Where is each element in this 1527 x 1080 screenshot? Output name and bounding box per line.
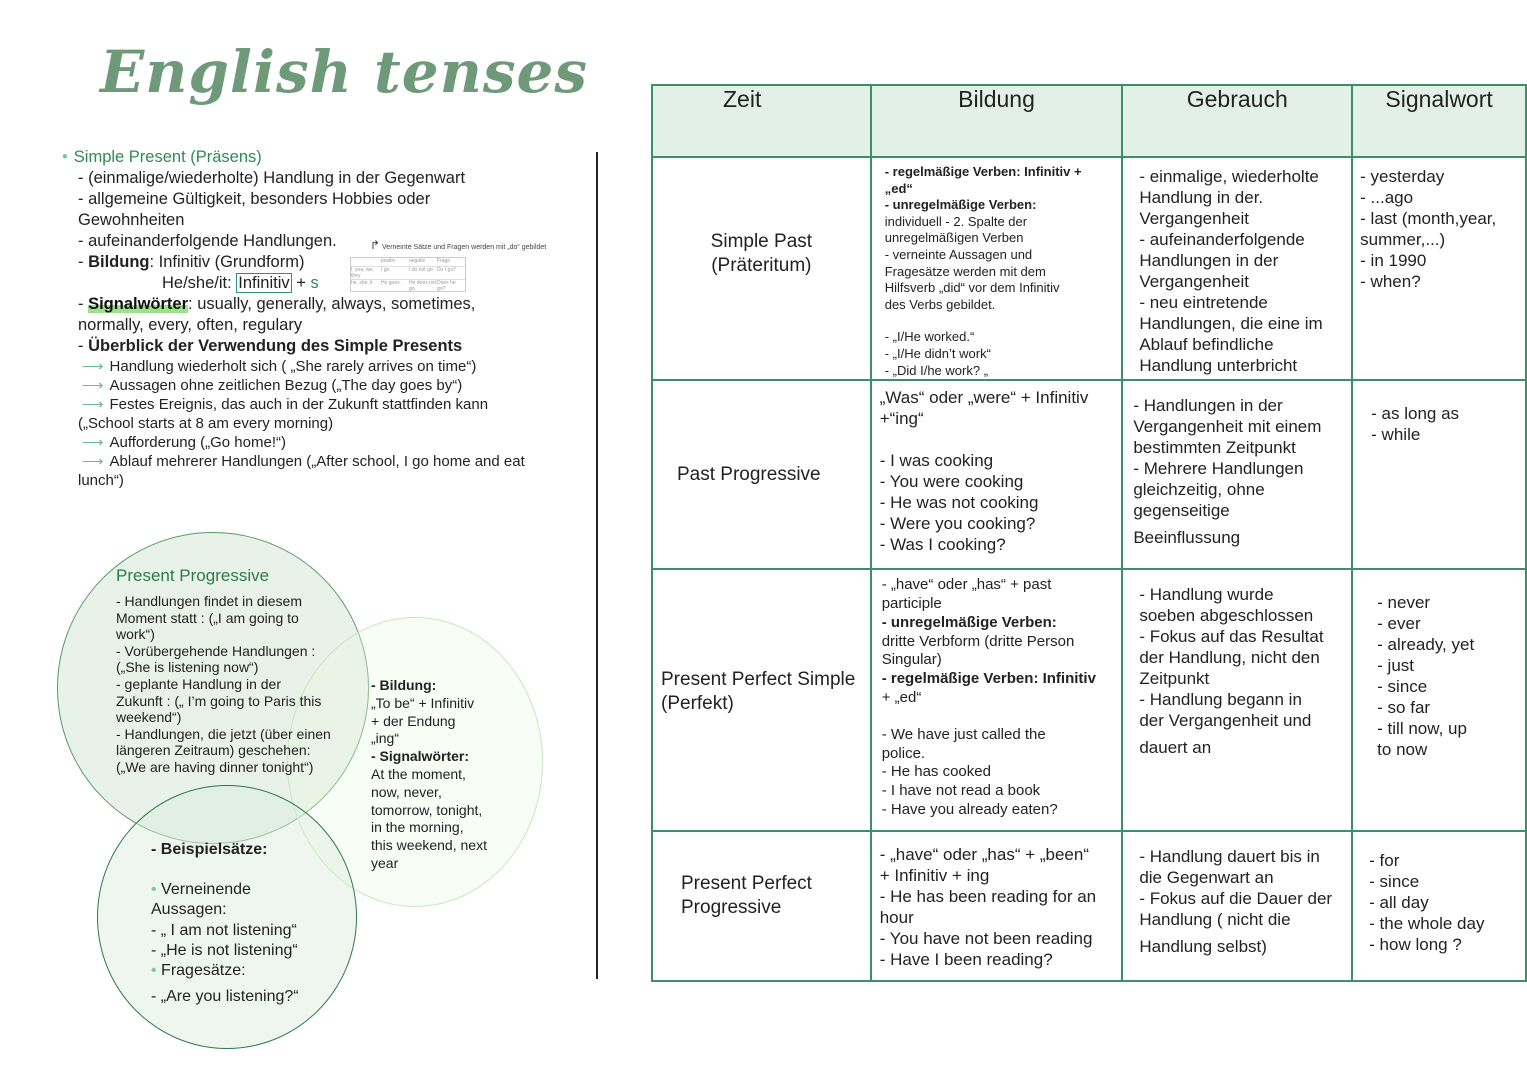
- sp-signal-2: normally, every, often, regulary: [78, 316, 303, 334]
- page-title: English tenses: [100, 38, 589, 106]
- cell-bildung: - regelmäßige Verben: Infinitiv + „ed“ - unregelmäßige Verben: individuell - 2. Spalte der unregelmäßigen Verben - verneinte Aussagen und Fragesätze werden mit dem Hilfsverb „did“ vor dem Infinitiv des Verbs gebildet. - „I/He worked.“ - „I/He didn’t work“ - „Did I/he work? „: [871, 157, 1123, 380]
- pp-line: weekend“): [116, 709, 182, 726]
- pp-bildung-block: [371, 677, 511, 873]
- cell-zeit: Simple Past (Präteritum): [652, 157, 871, 380]
- pp-bildung-label: - Bildung:: [371, 677, 437, 693]
- mini-table-row: I, you, we, they I go. I do not go. Do I go?: [351, 267, 465, 280]
- cell-gebrauch: - Handlung wurde soeben abgeschlossen - Fokus auf das Resultat der Handlung, nicht den Zeitpunkt - Handlung begann in der Vergangenheit und dauert an: [1122, 569, 1352, 831]
- arrow-right-icon: ⟶: [82, 377, 104, 394]
- pp-line: - Vorübergehende Handlungen :: [116, 642, 316, 659]
- pp-signal-line: this weekend, next: [371, 837, 487, 854]
- sp-signal: - Signalwörter: usually, generally, always, sometimes,: [78, 295, 476, 313]
- mini-table-header: positiv negativ Frage: [351, 258, 465, 267]
- pp-beispiel-line: - „He is not listening“: [151, 941, 298, 959]
- sp-usage-item: lunch“): [78, 472, 124, 489]
- cell-gebrauch: - Handlungen in der Vergangenheit mit einem bestimmten Zeitpunkt - Mehrere Handlungen gleichzeitig, ohne gegenseitige Beeinflussung: [1122, 380, 1352, 569]
- pp-signal-line: At the moment,: [371, 765, 466, 782]
- mini-table: [350, 257, 466, 292]
- header-zeit: Zeit: [652, 85, 871, 157]
- pp-signal-line: now, never,: [371, 783, 442, 800]
- arrow-right-icon: ⟶: [82, 453, 104, 470]
- cell-signal: - as long as - while: [1352, 380, 1526, 569]
- pp-line: längeren Zeitraum) geschehen:: [116, 742, 311, 759]
- pp-beispiel-line: - „ I am not listening“: [151, 921, 297, 939]
- present-progressive-lines: [116, 593, 341, 776]
- pp-line: Zukunft : („ I’m going to Paris this: [116, 692, 322, 709]
- pp-line: („She is listening now“): [116, 659, 259, 676]
- cell-zeit: Present Perfect Simple (Perfekt): [652, 569, 871, 831]
- sp-usage-item: ⟶ Ablauf mehrerer Handlungen („After school, I go home and eat: [82, 453, 525, 470]
- cell-gebrauch: - einmalige, wiederholte Handlung in der. Vergangenheit - aufeinanderfolgende Handlungen in der Vergangenheit - neu eintretende Handlungen, die eine im Ablauf befindliche Handlung unterbricht: [1122, 157, 1352, 380]
- cell-zeit: Present Perfect Progressive: [652, 831, 871, 981]
- bullet-icon: •: [62, 148, 68, 166]
- cell-bildung: - „have“ oder „has“ + „been“ + Infinitiv + ing - He has been reading for an hour - You have not been reading - Have I been reading?: [871, 831, 1123, 981]
- cell-bildung: - „have“ oder „has“ + past participle - unregelmäßige Verben: dritte Verbform (dritte Person Singular) - regelmäßige Verben: Infinitiv + „ed“ - We have just called the police. - He has cooked - I have not read a book - Have you already eaten?: [871, 569, 1123, 831]
- pp-beispiel-line: Aussagen:: [151, 901, 227, 919]
- cell-zeit: Past Progressive: [652, 380, 871, 569]
- pp-signal-line: year: [371, 854, 399, 871]
- cell-signal: - never - ever - already, yet - just - since - so far - till now, up to now: [1352, 569, 1526, 831]
- sp-bildung: - Bildung: Infinitiv (Grundform): [78, 253, 305, 271]
- sp-usage-item: („School starts at 8 am every morning): [78, 415, 334, 432]
- bullet-icon: •: [151, 962, 162, 980]
- mini-table-row: he, she, it He goes. He does not go. Does he go?: [351, 280, 456, 292]
- pp-line: Moment statt : („I am going to: [116, 609, 299, 626]
- sp-line: - allgemeine Gültigkeit, besonders Hobbies oder: [78, 190, 431, 208]
- cell-gebrauch: - Handlung dauert bis in die Gegenwart an - Fokus auf die Dauer der Handlung ( nicht die Handlung selbst): [1122, 831, 1352, 981]
- tenses-table: [651, 84, 1527, 982]
- sp-usage-item: ⟶ Aufforderung („Go home!“): [82, 434, 286, 451]
- pp-bildung-line: „ing“: [371, 730, 400, 747]
- arrow-right-icon: ⟶: [82, 358, 104, 375]
- table-row: [652, 831, 1526, 981]
- divider-line: [596, 152, 598, 979]
- simple-present-heading: • Simple Present (Präsens): [62, 148, 262, 166]
- pp-bildung-line: „To be“ + Infinitiv: [371, 694, 475, 711]
- pp-beispiel-label: - Beispielsätze:: [151, 841, 268, 858]
- pp-beispiel-line: - „Are you listening?“: [151, 988, 299, 1006]
- pp-line: work“): [116, 626, 155, 643]
- simple-present-section: [62, 147, 562, 490]
- sp-overview: - Überblick der Verwendung des Simple Presents: [78, 337, 463, 355]
- sp-usage-item: ⟶ Festes Ereignis, das auch in der Zukunft stattfinden kann: [82, 396, 489, 413]
- pp-signal-line: in the morning,: [371, 819, 464, 836]
- header-bildung: Bildung: [871, 85, 1123, 157]
- sp-line: - (einmalige/wiederholte) Handlung in der Gegenwart: [78, 169, 466, 187]
- pp-line: („We are having dinner tonight“): [116, 758, 314, 775]
- pp-beispiel-block: [151, 840, 341, 1007]
- bullet-icon: •: [151, 881, 162, 899]
- table-header-row: [652, 85, 1526, 157]
- table-row: [652, 157, 1526, 380]
- arrow-right-icon: ⟶: [82, 396, 104, 413]
- corner-arrow-icon: ↱: [370, 238, 381, 252]
- pp-beispiel-line: • Verneinende: [151, 881, 251, 899]
- pp-line: - Handlungen findet in diesem: [116, 593, 303, 609]
- pp-signal-label: - Signalwörter:: [371, 748, 470, 765]
- cell-signal: - for - since - all day - the whole day - how long ?: [1352, 831, 1526, 981]
- sp-heshe: He/she/it: Infinitiv + s: [162, 274, 319, 292]
- table-row: [652, 569, 1526, 831]
- pp-line: - geplante Handlung in der: [116, 675, 282, 692]
- cell-bildung: „Was“ oder „were“ + Infinitiv +“ing“ - I was cooking - You were cooking - He was not cooking - Were you cooking? - Was I cooking?: [871, 380, 1123, 569]
- table-row: [652, 380, 1526, 569]
- header-signalwort: Signalwort: [1352, 85, 1526, 157]
- present-progressive-title: Present Progressive: [116, 566, 270, 585]
- sp-line: - aufeinanderfolgende Handlungen.: [78, 232, 337, 250]
- sp-usage-item: ⟶ Aussagen ohne zeitlichen Bezug („The day goes by“): [82, 377, 463, 394]
- sp-usage-item: ⟶ Handlung wiederholt sich ( „She rarely arrives on time“): [82, 358, 477, 375]
- pp-beispiel-line: • Fragesätze:: [151, 962, 246, 980]
- pp-signal-line: tomorrow, tonight,: [371, 801, 483, 818]
- do-note: ↱ Verneinte Sätze und Fragen werden mit „do“ gebildet: [370, 238, 547, 252]
- pp-bildung-line: + der Endung: [371, 712, 456, 729]
- header-gebrauch: Gebrauch: [1122, 85, 1352, 157]
- cell-signal: - yesterday - ...ago - last (month,year, summer,...) - in 1990 - when?: [1352, 157, 1526, 380]
- arrow-right-icon: ⟶: [82, 434, 104, 451]
- sp-line: Gewohnheiten: [78, 211, 185, 229]
- pp-line: - Handlungen, die jetzt (über einen: [116, 725, 331, 742]
